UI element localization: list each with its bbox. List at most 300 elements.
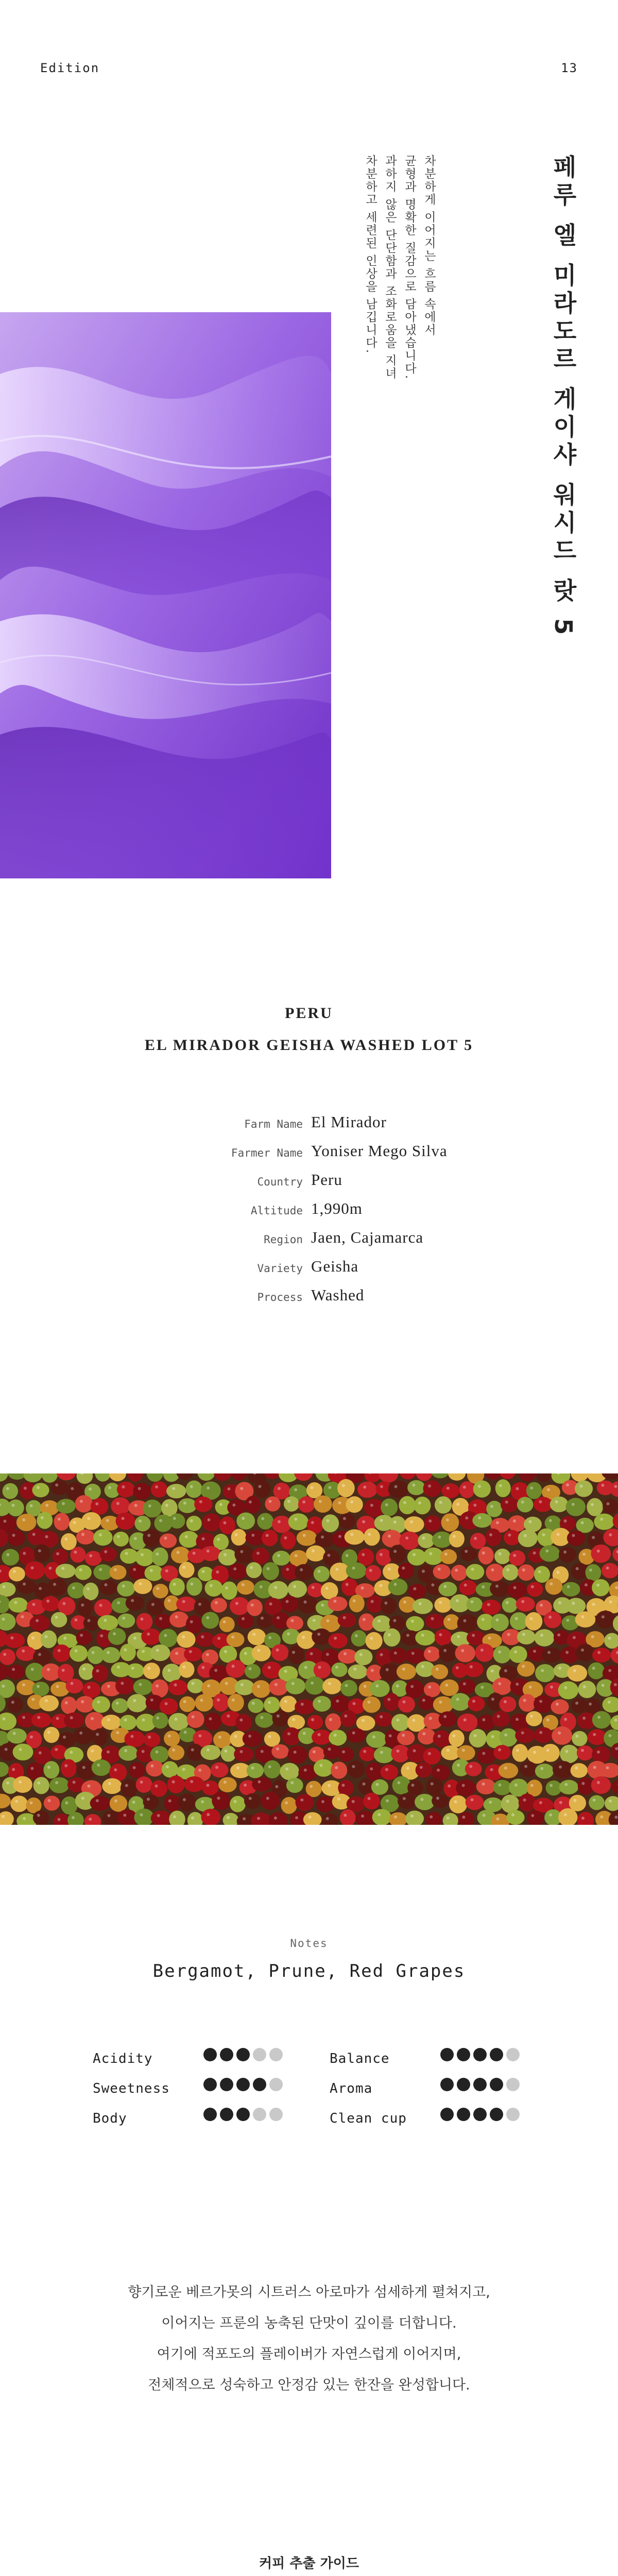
coffee-cherry [433,1696,453,1713]
cherry-highlight [22,1649,25,1652]
spec-label: Farmer Name [231,1147,303,1159]
coffee-cherry [87,1745,103,1762]
coffee-cherry [338,1613,356,1628]
coffee-cherry [150,1746,169,1763]
coffee-cherry [467,1597,483,1612]
cherry-highlight [140,1813,143,1816]
rating-dot-empty [269,2078,283,2091]
cherry-highlight [13,1570,16,1573]
cherry-highlight [133,1766,136,1769]
cherry-highlight [250,1566,253,1569]
cherry-highlight [275,1785,278,1788]
cherry-highlight [513,1519,516,1522]
cherry-highlight [116,1702,119,1705]
cherry-highlight [455,1569,458,1572]
cherry-highlight [380,1653,383,1656]
cherry-highlight [95,1502,98,1505]
cherry-highlight [363,1783,366,1786]
coffee-cherry [16,1514,37,1531]
cherry-highlight [327,1554,330,1557]
cherry-highlight [614,1683,617,1686]
cherry-highlight [465,1516,468,1519]
cherry-highlight [538,1570,541,1573]
cherry-highlight [231,1635,234,1638]
cherry-highlight [564,1718,567,1721]
cherry-highlight [465,1550,468,1553]
cherry-highlight [190,1519,193,1522]
cherry-highlight [104,1583,107,1586]
cherry-highlight [530,1715,533,1718]
cherry-highlight [107,1750,110,1753]
cherry-highlight [311,1718,314,1721]
description-line: 전체적으로 성숙하고 안정감 있는 한잔을 완성합니다. [148,2377,470,2393]
coffee-cherry [534,1497,553,1512]
cherry-highlight [308,1816,312,1819]
cherry-highlight [141,1553,144,1556]
coffee-cherry [178,1793,196,1811]
cherry-highlight [321,1535,324,1538]
cherry-highlight [559,1801,562,1804]
cherry-highlight [602,1684,605,1687]
cherry-highlight [352,1800,355,1803]
spec-label: Process [257,1291,303,1303]
coffee-cherry [113,1532,129,1547]
cherry-highlight [147,1633,150,1636]
rating-dot-filled [457,2048,470,2061]
coffee-cherry [404,1516,424,1532]
cherry-highlight [573,1669,576,1672]
coffee-cherry [13,1776,32,1793]
coffee-cherry [211,1762,229,1777]
cherry-highlight [239,1718,243,1721]
cherry-highlight [482,1585,485,1588]
cherry-highlight [165,1504,168,1507]
coffee-cherry [176,1473,194,1480]
cherry-highlight [515,1617,518,1620]
cherry-highlight [542,1533,545,1536]
cherry-highlight [277,1715,280,1718]
coffee-cherry [493,1780,512,1795]
cherry-highlight [91,1717,94,1720]
coffee-cherry [365,1565,381,1581]
coffee-cherry [473,1480,491,1497]
coffee-cherry [212,1791,230,1810]
notes-description [0,2277,618,2401]
cherry-highlight [533,1551,536,1554]
coffee-cherry [431,1473,450,1478]
cherry-highlight [252,1633,255,1636]
cherry-highlight [410,1520,413,1523]
cherry-highlight [438,1535,441,1538]
coffee-cherry [400,1473,417,1479]
coffee-cherry [575,1612,596,1628]
coffee-cherry [164,1731,180,1747]
cherry-highlight [490,1505,493,1508]
cherry-highlight [464,1584,467,1587]
coffee-cherry [354,1649,372,1666]
cherry-highlight [462,1749,465,1752]
coffee-cherry [476,1779,496,1794]
cherry-highlight [402,1567,405,1570]
coffee-cherry [493,1646,511,1663]
cherry-highlight [342,1484,345,1487]
cherry-highlight [191,1817,194,1820]
coffee-cherry [346,1563,367,1579]
cherry-highlight [19,1748,22,1751]
coffee-name-heading: EL MIRADOR GEISHA WASHED LOT 5 [144,1037,474,1054]
coffee-cherry [550,1497,569,1513]
cherry-highlight [284,1536,287,1539]
cherry-highlight [614,1816,617,1819]
coffee-cherry [43,1761,59,1778]
coffee-cherry [405,1810,424,1825]
rating-dot-filled [490,2048,503,2061]
cherry-highlight [240,1750,243,1753]
cherry-highlight [338,1501,341,1504]
cherry-highlight [325,1587,329,1590]
cherry-highlight [172,1781,175,1784]
cherry-highlight [582,1717,586,1720]
coffee-cherry [467,1631,485,1645]
cherry-highlight [507,1633,510,1636]
coffee-cherry [280,1531,296,1549]
cherry-highlight [142,1718,145,1721]
coffee-cherry [295,1699,315,1714]
cherry-highlight [341,1784,345,1787]
coffee-cherry [298,1496,315,1513]
cherry-highlight [150,1765,153,1768]
coffee-cherry [54,1513,70,1531]
coffee-cherry [424,1647,440,1662]
cherry-highlight [338,1535,341,1538]
coffee-cherry [146,1760,163,1776]
coffee-cherry [95,1473,111,1482]
cherry-highlight [385,1503,388,1506]
cherry-highlight [242,1617,245,1620]
cherry-highlight [47,1766,50,1769]
cherry-highlight [88,1686,91,1689]
cherry-highlight [89,1554,92,1557]
cherry-highlight [22,1518,25,1521]
hero-text-line: 과하지 않은 단단함과 조화로움을 지녀 [383,155,397,380]
cherry-highlight [513,1586,517,1589]
cherry-highlight [428,1484,431,1487]
cherry-highlight [133,1699,136,1702]
coffee-cherry [397,1731,415,1745]
cherry-highlight [335,1766,338,1769]
coffee-cherry [33,1777,49,1794]
coffee-cherry [560,1744,578,1763]
coffee-cherry [305,1676,324,1694]
coffee-cherry [56,1499,76,1514]
cherry-highlight [277,1616,280,1619]
rating-dot-filled [236,2048,250,2061]
cherry-highlight [394,1583,397,1586]
cherry-highlight [597,1781,600,1784]
cherry-highlight [30,1735,33,1738]
cherry-highlight [608,1637,611,1640]
cherry-highlight [346,1583,349,1586]
cherry-highlight [530,1486,533,1489]
coffee-cherry [424,1682,441,1697]
cherry-highlight [268,1765,271,1768]
cherry-highlight [304,1666,307,1669]
coffee-cherry [572,1731,587,1747]
coffee-cherry [16,1646,36,1661]
cherry-highlight [57,1818,60,1821]
coffee-cherry [184,1776,204,1792]
flavor-name: Balance [330,2051,390,2066]
cherry-highlight [45,1699,48,1702]
cherry-highlight [313,1750,316,1753]
coffee-cherry [0,1713,16,1730]
coffee-cherry [101,1715,121,1730]
coffee-cherry [76,1696,95,1713]
coffee-cherry [389,1545,406,1563]
coffee-cherry [29,1615,49,1631]
coffee-cherry [592,1746,610,1762]
coffee-cherry [339,1513,355,1529]
cherry-highlight [504,1767,507,1770]
cherry-highlight [516,1749,519,1752]
coffee-cherry [575,1480,593,1497]
coffee-cherry [151,1481,167,1497]
coffee-cherry [0,1794,11,1808]
coffee-cherry [91,1498,108,1515]
cherry-highlight [489,1533,492,1536]
coffee-cherry [237,1614,254,1629]
cherry-highlight [23,1817,26,1820]
cherry-highlight [498,1748,501,1751]
cherry-highlight [428,1650,431,1653]
coffee-cherry [8,1697,23,1713]
cherry-highlight [563,1550,566,1553]
coffee-cherry [611,1647,618,1664]
coffee-cherry [179,1662,195,1678]
rating-dot-filled [473,2048,487,2061]
cherry-highlight [227,1715,230,1718]
cherry-highlight [291,1682,295,1685]
cherry-highlight [37,1716,40,1719]
coffee-cherry [244,1793,261,1809]
coffee-cherry [526,1482,542,1499]
cherry-highlight [75,1649,78,1652]
cherry-highlight [24,1487,27,1490]
cherry-highlight [122,1617,125,1620]
cherry-highlight [80,1500,83,1503]
coffee-cherry [231,1529,247,1546]
coffee-cherry [228,1563,247,1580]
cherry-highlight [107,1718,110,1721]
notes-title: Notes [290,1937,328,1950]
cherry-highlight [132,1801,135,1804]
cherry-highlight [175,1718,178,1721]
cherry-highlight [555,1500,558,1503]
cherry-highlight [550,1686,553,1689]
cherry-highlight [12,1504,15,1507]
coffee-cherry [391,1714,409,1732]
cherry-highlight [456,1666,459,1669]
cherry-highlight [108,1486,111,1489]
cherry-highlight [403,1600,406,1603]
coffee-cherry [313,1696,331,1712]
cherry-highlight [23,1552,26,1555]
cherry-highlight [583,1685,586,1688]
cherry-highlight [472,1700,475,1703]
cherry-highlight [168,1735,171,1738]
cherry-highlight [207,1550,210,1553]
cherry-highlight [473,1503,476,1506]
cherry-highlight [372,1735,375,1738]
coffee-cherry [443,1813,458,1825]
cherry-highlight [182,1768,185,1771]
cherry-highlight [352,1567,355,1570]
cherry-highlight [257,1685,260,1688]
cherry-highlight [148,1504,151,1507]
cherry-highlight [491,1669,494,1672]
coffee-cherry [282,1727,301,1745]
cherry-highlight [539,1801,542,1804]
flavor-name: Clean cup [330,2111,407,2126]
cherry-highlight [524,1765,527,1768]
coffee-cherry [143,1500,162,1518]
coffee-cherry [154,1614,172,1628]
flavor-rating [440,2078,520,2091]
coffee-cherry [451,1565,467,1581]
cherry-highlight [499,1484,502,1487]
cherry-highlight [380,1584,383,1587]
flavor-item [93,2108,299,2128]
coffee-cherry [127,1473,143,1482]
cherry-highlight [304,1600,307,1603]
cherry-highlight [498,1784,501,1787]
cherry-highlight [393,1619,396,1622]
coffee-cherry [176,1597,196,1612]
description-line: 향기로운 베르가못의 시트러스 아로마가 섬세하게 펼쳐지고, [128,2284,490,2300]
cherry-highlight [539,1700,542,1703]
coffee-cherry [179,1697,195,1712]
cherry-highlight [428,1752,431,1755]
cherry-highlight [151,1603,154,1606]
coffee-cherry [595,1611,616,1628]
cherry-highlight [31,1698,35,1701]
cherry-highlight [268,1666,271,1669]
cherry-highlight [345,1684,348,1687]
cherry-highlight [482,1718,485,1721]
cherry-highlight [446,1518,449,1521]
spec-row [0,1199,618,1228]
coffee-cherry [457,1745,475,1760]
flavor-rating [203,2108,283,2121]
cherry-highlight [565,1750,568,1753]
cherry-highlight [311,1486,314,1489]
coffee-cherry [398,1793,416,1809]
coffee-cherry [440,1549,457,1564]
coffee-cherry [439,1711,457,1727]
coffee-cherry [256,1614,272,1628]
cherry-highlight [248,1735,251,1738]
coffee-cherry [455,1644,475,1662]
cherry-highlight [528,1520,531,1523]
rating-dot-filled [473,2108,487,2121]
coffee-cherry [135,1548,154,1566]
coffee-cherry [338,1649,357,1664]
cherry-highlight [285,1768,288,1771]
cherry-highlight [156,1552,159,1555]
coffee-cherry [0,1613,16,1631]
cherry-highlight [156,1649,159,1652]
cherry-highlight [394,1816,397,1819]
coffee-cherry [323,1744,340,1759]
cherry-highlight [172,1749,175,1752]
coffee-cherry [346,1496,363,1513]
cherry-highlight [168,1800,171,1803]
cherry-highlight [249,1797,252,1800]
cherry-highlight [268,1636,271,1639]
cherry-highlight [182,1600,185,1603]
coffee-cherry [0,1473,8,1482]
cherry-highlight [614,1719,617,1722]
cherry-highlight [193,1552,196,1555]
cherry-highlight [182,1666,185,1669]
cherry-highlight [209,1717,212,1720]
cherry-highlight [311,1521,314,1524]
cherry-highlight [496,1817,499,1820]
cherry-highlight [439,1633,442,1636]
cherry-highlight [121,1682,124,1685]
cherry-highlight [201,1800,204,1803]
cherry-highlight [96,1799,99,1802]
cherry-highlight [217,1698,220,1701]
coffee-cherry [117,1482,135,1498]
cherry-highlight [582,1553,586,1556]
cherry-highlight [232,1699,235,1702]
cherry-highlight [176,1551,179,1554]
cherry-highlight [62,1602,65,1605]
coffee-cherry [397,1664,416,1680]
cherry-highlight [600,1518,603,1521]
cherry-highlight [278,1520,281,1523]
coffee-cherry [355,1811,375,1825]
coffee-cherry [186,1516,202,1531]
cherry-highlight [133,1568,136,1571]
cherry-highlight [566,1483,569,1486]
cherry-highlight [564,1519,567,1522]
cherry-highlight [336,1700,339,1703]
cherry-highlight [318,1666,321,1669]
cherry-highlight [609,1800,612,1803]
cherry-highlight [380,1751,383,1754]
coffee-cherry [501,1497,518,1512]
cherry-highlight [63,1637,66,1640]
cherry-highlight [522,1633,525,1636]
cherry-highlight [32,1603,35,1606]
coffee-cherry [553,1761,573,1778]
cherry-highlight [328,1748,331,1751]
rating-dot-filled [220,2048,233,2061]
coffee-cherry [372,1809,391,1825]
coffee-cherry [8,1598,28,1613]
cherry-highlight [47,1731,50,1734]
coffee-cherry [603,1697,618,1713]
cherry-highlight [276,1748,279,1751]
cherry-highlight [422,1570,425,1573]
flavor-rating [440,2048,520,2061]
cherry-highlight [117,1666,120,1669]
coffee-cherry [450,1693,470,1710]
cherry-highlight [548,1616,552,1619]
coffee-cherry [512,1744,528,1762]
